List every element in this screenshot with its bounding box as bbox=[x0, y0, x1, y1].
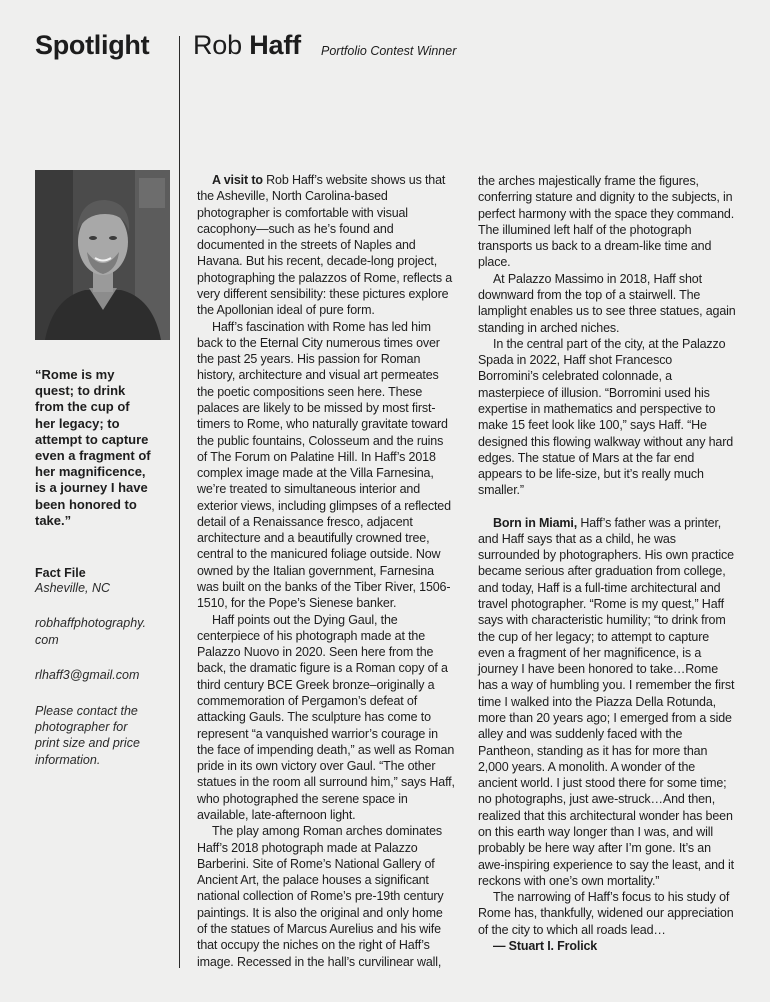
fact-file-location: Asheville, NC bbox=[35, 581, 111, 596]
fact-file-title: Fact File bbox=[35, 566, 86, 581]
article-column-1 bbox=[197, 172, 455, 970]
pull-quote: “Rome is my quest; to drink from the cup of her legacy; to attempt to capture even a fragment of her magnificence, is a journey I have been honored to take.” bbox=[35, 367, 151, 528]
sidebar bbox=[35, 170, 175, 768]
paragraph: The play among Roman arches dominates Haff’s 2018 photograph made at Palazzo Barberini. Site of Rome’s National Gallery of Ancient Art, the palace houses a significant national collection of Rome’s pre-19th century paintings. It is also the original and only home of the statues of Marcus Aurelius and his wife that occupy the niches on the right of Haff’s image. Recessed in the hall’s curvilinear wall, bbox=[197, 824, 444, 969]
article-column-2 bbox=[478, 173, 736, 954]
fact-file-website-part2: com bbox=[35, 632, 59, 647]
artist-name bbox=[193, 30, 301, 61]
paragraph bbox=[478, 515, 736, 889]
vertical-divider bbox=[179, 36, 180, 968]
lead-in: Born in Miami, bbox=[493, 515, 578, 530]
paragraph-text: Haff’s father was a printer, and Haff says that as a child, he was surrounded by photographers. His own practice became serious after graduation from college, and today, Haff is a full-time architectural and travel photographer. “Rome is my quest,” Haff says with characteristic humility; “to drink from the cup of her legacy; to attempt to capture even a fragment of her magnificence, is a journey I have been honored to take…Rome has a way of humbling you. I remember the first time I walked into the Piazza Della Rotunda, more than 20 years ago; I emerged from a side alley and was suddenly faced with the Pantheon, standing as it has for more than 2,000 years. A monolith. A wonder of the ancient world. I just stood there for some time; no photographs, just awe-struck…And then, realized that this architectural wonder has been on this earth way longer than I was, and will probably be here way after I’m gone. It’s an awe-inspiring experience to say the least, and it reckons with one’s own mortality.” bbox=[478, 515, 735, 888]
paragraph: Haff points out the Dying Gaul, the centerpiece of his photograph made at the Palazzo Nuovo in 2020. Seen here from the back, the dramatic figure is a Roman copy of a third century BCE Greek bronze–originally a commemoration of Pergamon’s defeat of attacking Gauls. The sculpture has come to represent “a vanquished warrior’s courage in the face of impending death,” as well as Roman pride in its own victory over Gaul. “The other statues in the room all surround him,” says Haff, who photographed the serene space in available, late-afternoon light. bbox=[197, 612, 455, 822]
paragraph: In the central part of the city, at the Palazzo Spada in 2022, Haff shot Francesco Borromini’s celebrated colonnade, a masterpiece of illusion. “Borromini used his expertise in mathematics and perspective to make 15 feet look like 100,” says Haff. “He designed this flowing walkway without any hard edges. The statue of Mars at the far end appears to be life-size, but it’s really much smaller.” bbox=[478, 336, 734, 498]
fact-file-email: rlhaff3@gmail.com bbox=[35, 668, 140, 683]
lead-in: A visit to bbox=[212, 173, 263, 187]
portrait-illustration-icon bbox=[35, 170, 170, 340]
byline: — Stuart I. Frolick bbox=[493, 938, 598, 953]
paragraph: the arches majestically frame the figures, conferring stature and dignity to the subjects, in perfect harmony with the space they command. The illumined left half of the photograph transports us back to a dream-like time and place. bbox=[478, 174, 735, 270]
fact-file-website-part1: robhaffphotography. bbox=[35, 616, 146, 631]
fact-file-website bbox=[35, 615, 175, 648]
section-label: Spotlight bbox=[35, 30, 150, 60]
paragraph bbox=[197, 172, 455, 319]
artist-last-name: Haff bbox=[249, 30, 301, 60]
paragraph: The narrowing of Haff’s focus to his study of Rome has, thankfully, widened our appreciation of the city to which all roads lead… bbox=[478, 890, 734, 937]
paragraph: Haff’s fascination with Rome has led him back to the Eternal City numerous times over the past 25 years. His passion for Roman history, architecture and visual art permeates the poetic compositions seen here. These palaces are likely to be missed by most first-timers to Rome, who naturally gravitate toward the public fountains, Colosseum and the ruins of The Forum on Palatine Hill. In Haff’s 2018 complex image made at the Villa Farnesina, we’re treated to simultaneous interior and exterior views, including glimpses of a reflected detail of a Renaissance fresco, adjacent architecture and a beautifully crowned tree, central to the manicured foliage outside. Now owned by the Italian government, Farnesina was built on the banks of the Tiber River, 1506-1510, for the Pope’s Sienese banker. bbox=[197, 319, 451, 611]
artist-portrait-photo bbox=[35, 170, 170, 340]
paragraph-spacer bbox=[478, 499, 736, 515]
artist-first-name: Rob bbox=[193, 30, 242, 60]
paragraph: At Palazzo Massimo in 2018, Haff shot downward from the top of a stairwell. The lamplight enables us to see three statues, again standing in arched niches. bbox=[478, 271, 736, 335]
artist-subtitle: Portfolio Contest Winner bbox=[321, 44, 457, 58]
fact-file-note: Please contact the photographer for print size and price information. bbox=[35, 703, 140, 767]
page-header bbox=[0, 28, 770, 72]
paragraph-text: Rob Haff’s website shows us that the Asheville, North Carolina-based photographer is comfortable with visual cacophony—such as he’s found and documented in the streets of Naples and Havana. But his recent, decade-long project, photographing the palazzos of Rome, reflects a very different sensibility: these pictures explore the Apollonian ideal of pure form. bbox=[197, 173, 453, 318]
